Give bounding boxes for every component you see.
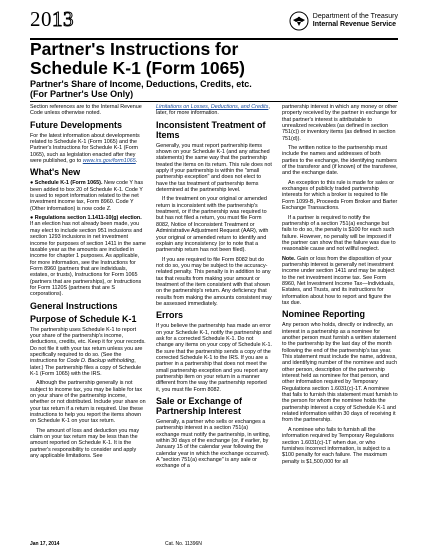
treasury-eagle-icon	[289, 11, 309, 31]
body-columns	[30, 104, 398, 534]
heading-whats-new: What's New	[30, 167, 81, 178]
heading-nominee-reporting: Nominee Reporting	[282, 309, 366, 320]
title-line-1: Partner's Instructions for	[30, 39, 239, 59]
purpose-1-text: The partnership uses Schedule K-1 to report your share of the partnership's income, deductions, credits, etc. Keep it for your records. Do not file it with your tax return unless you are specifically required to do so. (See the instructions for	[30, 326, 146, 365]
year-solid: 20	[30, 7, 52, 31]
limitations-lead	[156, 104, 272, 117]
subtitle-line-2: (For Partner's Use Only)	[30, 89, 134, 99]
year-outline: 13	[52, 7, 74, 31]
purpose-1-italic: Code D. Backup withholding	[66, 358, 135, 365]
agency-block	[289, 11, 398, 31]
notice-paragraph: The written notice to the partnership must include the names and addresses of both parties to the exchange, the identifying numbers of the transferor and (if known) of the transferee, and the exchange date.	[282, 145, 398, 177]
heading-future-developments: Future Developments	[30, 119, 123, 130]
heading-purpose: Purpose of Schedule K-1	[30, 313, 137, 324]
heading-general-instructions: General Instructions	[30, 300, 118, 311]
future-text: For the latest information about developments related to Schedule K-1 (Form 1065) and the Partner's Instructions for Schedule K-1 (Form 1065), such as legislation enacted after they were published, go to	[30, 132, 140, 165]
note-text: Gain or loss from the disposition of your partnership interest is generally net investment income under section 1411 and may be subject to the net investment income tax. See Form 8960, Net Investment Income Tax—Individuals, Estates, and Trusts, and its instructions for information about how to report and figure the tax due.	[282, 255, 395, 306]
new-item-2-title: Regulations section 1.1411-10(g) election.	[34, 215, 142, 222]
header	[30, 8, 398, 38]
document-subtitle	[30, 79, 398, 99]
inconsistent-paragraph-1: Generally, you must report partnership items shown on your Schedule K-1 (and any attached statements) the same way that the partnership treated the items on its return. This rule does not apply if your partnership is within the "small partnership exception" and does not elect to have the tax treatment of partnership items determined at the partnership level.	[156, 142, 272, 194]
purpose-1-end: , later.) The partnership files a copy of Schedule K-1 (Form 1065) with the IRS.	[30, 358, 142, 377]
future-end: .	[135, 158, 138, 165]
penalty-paragraph: If a partner is required to notify the partnership of a section 751(a) exchange but fails to do so, the penalty is $100 for each such failure. However, no penalty will be imposed if the partner can show that the failure was due to reasonable cause and not willful neglect.	[282, 214, 396, 253]
new-item-2: ● Regulations section 1.1411-10(g) election. If an election has not already been made, you may elect to include section 951 inclusions and section 1293 inclusions in net investment income for purposes of section 1411 in the same taxable year as the amounts are included in income for chapter 1 purposes. As applicable, for more information, see the Instructions for Form 8960 (partners that are individuals, estates, or trusts), Instructions for Form 1065 (partners that are partnerships), or Instructions for Form 1120S (partners that are S corporations).	[30, 215, 146, 298]
purpose-paragraph-1	[30, 327, 146, 378]
future-paragraph	[30, 133, 146, 165]
column-3	[282, 104, 398, 468]
subtitle-rule	[30, 101, 398, 102]
note-paragraph	[282, 256, 398, 307]
heading-sale-exchange: Sale or Exchange of Partnership Interest	[156, 396, 243, 417]
note-label: Note.	[282, 255, 296, 262]
inconsistent-paragraph-2: If the treatment on your original or amended return is inconsistent with the partnership's treatment, or if the partnership was required to but has not filed a return, you must file Form 8082, Notice of Inconsistent Treatment or Administrative Adjustment Request (AAR), with your original or amended return to identify and explain any inconsistency (or to note that a partnership return has not been filed).	[156, 196, 269, 254]
errors-paragraph: If you believe the partnership has made an error on your Schedule K-1, notify the partnership and ask for a corrected Schedule K-1. Do not change any items on your copy of Schedule K-1. Be sure that the partnership sends a copy of the corrected Schedule K-1 to the IRS. If you are a partner in a partnership that does not meet the small partnership exception and you report any partnership item on your return in a manner different from the way the partnership reported it, you must file Form 8082.	[156, 323, 272, 393]
tax-year	[30, 8, 74, 30]
purpose-paragraph-3: The amount of loss and deduction you may claim on your tax return may be less than the amount reported on Schedule K-1. It is the partner's responsibility to consider and apply any applicable limitations. See	[30, 427, 140, 460]
agency-name: Internal Revenue Service	[312, 21, 397, 28]
nominee-paragraph-1: Any person who holds, directly or indirectly, an interest in a partnership as a nominee for another person must furnish a written statement to the partnership by the last day of the month following the end of the partnership's tax year. This statement must include the name, address, and identifying number of the nominee and such other person, description of the partnership interest held as nominee for that person, and other information required by Temporary Regulations section 1.6031(c)-1T. A nominee that fails to furnish this statement must furnish to the person for whom the nominee holds the partnership interest a copy of Schedule K-1 and related information within 30 days of receiving it from the partnership.	[282, 322, 398, 424]
catalog-number: Cat. No. 11396N	[165, 541, 202, 547]
department-name: Department of the Treasury	[312, 13, 398, 20]
sale-paragraph-continued: partnership interest in which any money or other property received by the partner in exchange for that partner's interest is attributable to unrealized receivables (as defined in section 751(c)) or inventory items (as defined in section 751(d)).	[282, 104, 398, 142]
new-item-1-title: Schedule K-1 (Form 1065).	[34, 180, 103, 187]
heading-inconsistent-treatment: Inconsistent Treatment of Items	[156, 119, 266, 140]
new-item-1: ● Schedule K-1 (Form 1065). New code Y has been added to box 20 of Schedule K-1. Code Y is used to report information related to the net investment income tax, Form 8960. Code Y (Other information) is now code Z.	[30, 180, 144, 212]
limitations-link[interactable]: Limitations on Losses, Deductions, and Credits	[156, 104, 269, 110]
limitations-lead-end: , later, for more information.	[156, 104, 270, 117]
sale-paragraph: Generally, a partner who sells or exchanges a partnership interest in a section 751(a) exchange must notify the partnership, in writing, within 30 days of the exchange (or, if earlier, by January 15 of the calendar year following the calendar year in which the exchange occurred). A "section 751(a) exchange" is any sale or exchange of a	[156, 419, 271, 470]
title-line-2: Schedule K-1 (Form 1065)	[30, 58, 245, 78]
inconsistent-paragraph-3: If you are required to file Form 8082 but do not do so, you may be subject to the accuracy-related penalty. This penalty is in addition to any tax that results from making your amount or treatment of the item consistent with that shown on the partnership's return. Any deficiency that results from making the amounts consistent may be assessed immediately.	[156, 256, 272, 307]
exception-paragraph: An exception to this rule is made for sales or exchanges of publicly traded partnership interests for which a broker is required to file Form 1099-B, Proceeds From Broker and Barter Exchange Transactions.	[282, 179, 398, 212]
form1065-link[interactable]: www.irs.gov/form1065	[82, 158, 136, 165]
subtitle-line-1: Partner's Share of Income, Deductions, Credits, etc.	[30, 79, 252, 89]
column-2	[156, 104, 272, 473]
column-1	[30, 104, 146, 462]
revision-date: Jan 17, 2014	[30, 541, 60, 547]
nominee-paragraph-2: A nominee who fails to furnish all the information required by Temporary Regulations section 1.6031(c)-1T when due, or who furnishes incorrect information, is subject to a $100 penalty for each failure. The maximum penalty is $1,500,000 for all	[282, 426, 394, 465]
purpose-paragraph-2: Although the partnership generally is not subject to income tax, you may be liable for tax on your share of the partnership income, whether or not distributed. Include your share on your tax return if a return is required. Use these instructions to help you report the items shown on Schedule K-1 on your tax return.	[30, 380, 146, 425]
new-item-2-text: If an election has not already been made, you may elect to include section 951 inclusions and section 1293 inclusions in net investment income for purposes of section 1411 in the same taxable year as the amounts are included in income for chapter 1 purposes. As applicable, for more information, see the Instructions for Form 8960 (partners that are individuals, estates, or trusts), Instructions for Form 1065 (partners that are partnerships), or Instructions for Form 1120S (partners that are S corporations).	[30, 221, 146, 298]
document-title	[30, 40, 398, 78]
agency-text	[313, 13, 398, 29]
new-item-1-text: New code Y has been added to box 20 of Schedule K-1. Code Y is used to report information related to the net investment income tax, Form 8960. Code Y (Other information) is now code Z.	[30, 180, 144, 212]
heading-errors: Errors	[156, 310, 184, 321]
intro-note: Section references are to the Internal Revenue Code unless otherwise noted.	[30, 104, 142, 117]
